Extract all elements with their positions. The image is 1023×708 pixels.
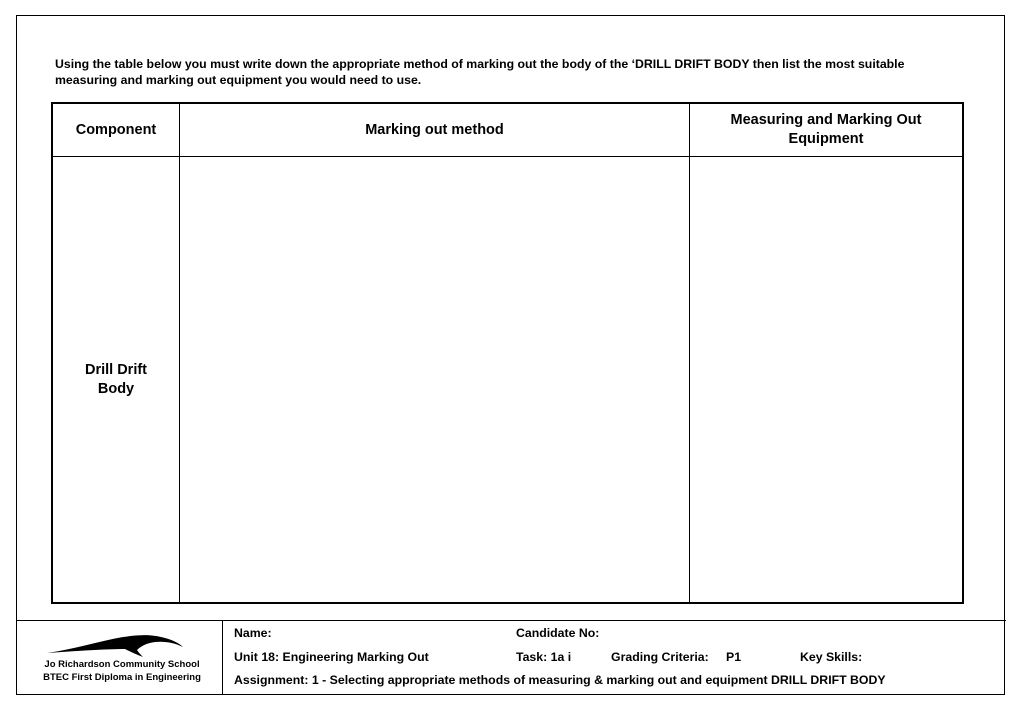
task-label: Task: 1a i — [516, 650, 572, 664]
name-label: Name: — [234, 626, 272, 640]
grading-criteria-value: P1 — [726, 650, 742, 664]
school-name — [24, 658, 220, 684]
marking-out-table — [51, 102, 964, 604]
candidate-number-label: Candidate No: — [516, 626, 600, 640]
school-line-1: Jo Richardson Community School — [44, 659, 200, 670]
bird-logo-icon — [45, 633, 185, 659]
key-skills-label: Key Skills: — [800, 650, 863, 664]
grading-criteria-label: Grading Criteria: — [611, 650, 709, 664]
assignment-label: Assignment: 1 - Selecting appropriate methods of measuring & marking out and equipment DRILL DRIFT BODY — [234, 673, 886, 687]
header-component: Component — [75, 121, 157, 138]
school-line-2: BTEC First Diploma in Engineering — [43, 672, 201, 683]
footer-vertical-divider — [222, 620, 223, 694]
header-equipment: Measuring and Marking Out Equipment — [730, 112, 922, 147]
footer-divider-line — [17, 620, 1006, 621]
component-cell: Drill Drift Body — [84, 361, 148, 397]
unit-label: Unit 18: Engineering Marking Out — [234, 650, 429, 664]
header-marking-method: Marking out method — [365, 121, 504, 138]
instructions-text: Using the table below you must write down the appropriate method of marking out the body of the ‘DRILL DRIFT BODY then list the most suitable measuring and marking out equipment you would need to use. — [55, 57, 905, 87]
marking-method-cell[interactable] — [180, 157, 689, 602]
equipment-cell[interactable] — [690, 157, 962, 602]
